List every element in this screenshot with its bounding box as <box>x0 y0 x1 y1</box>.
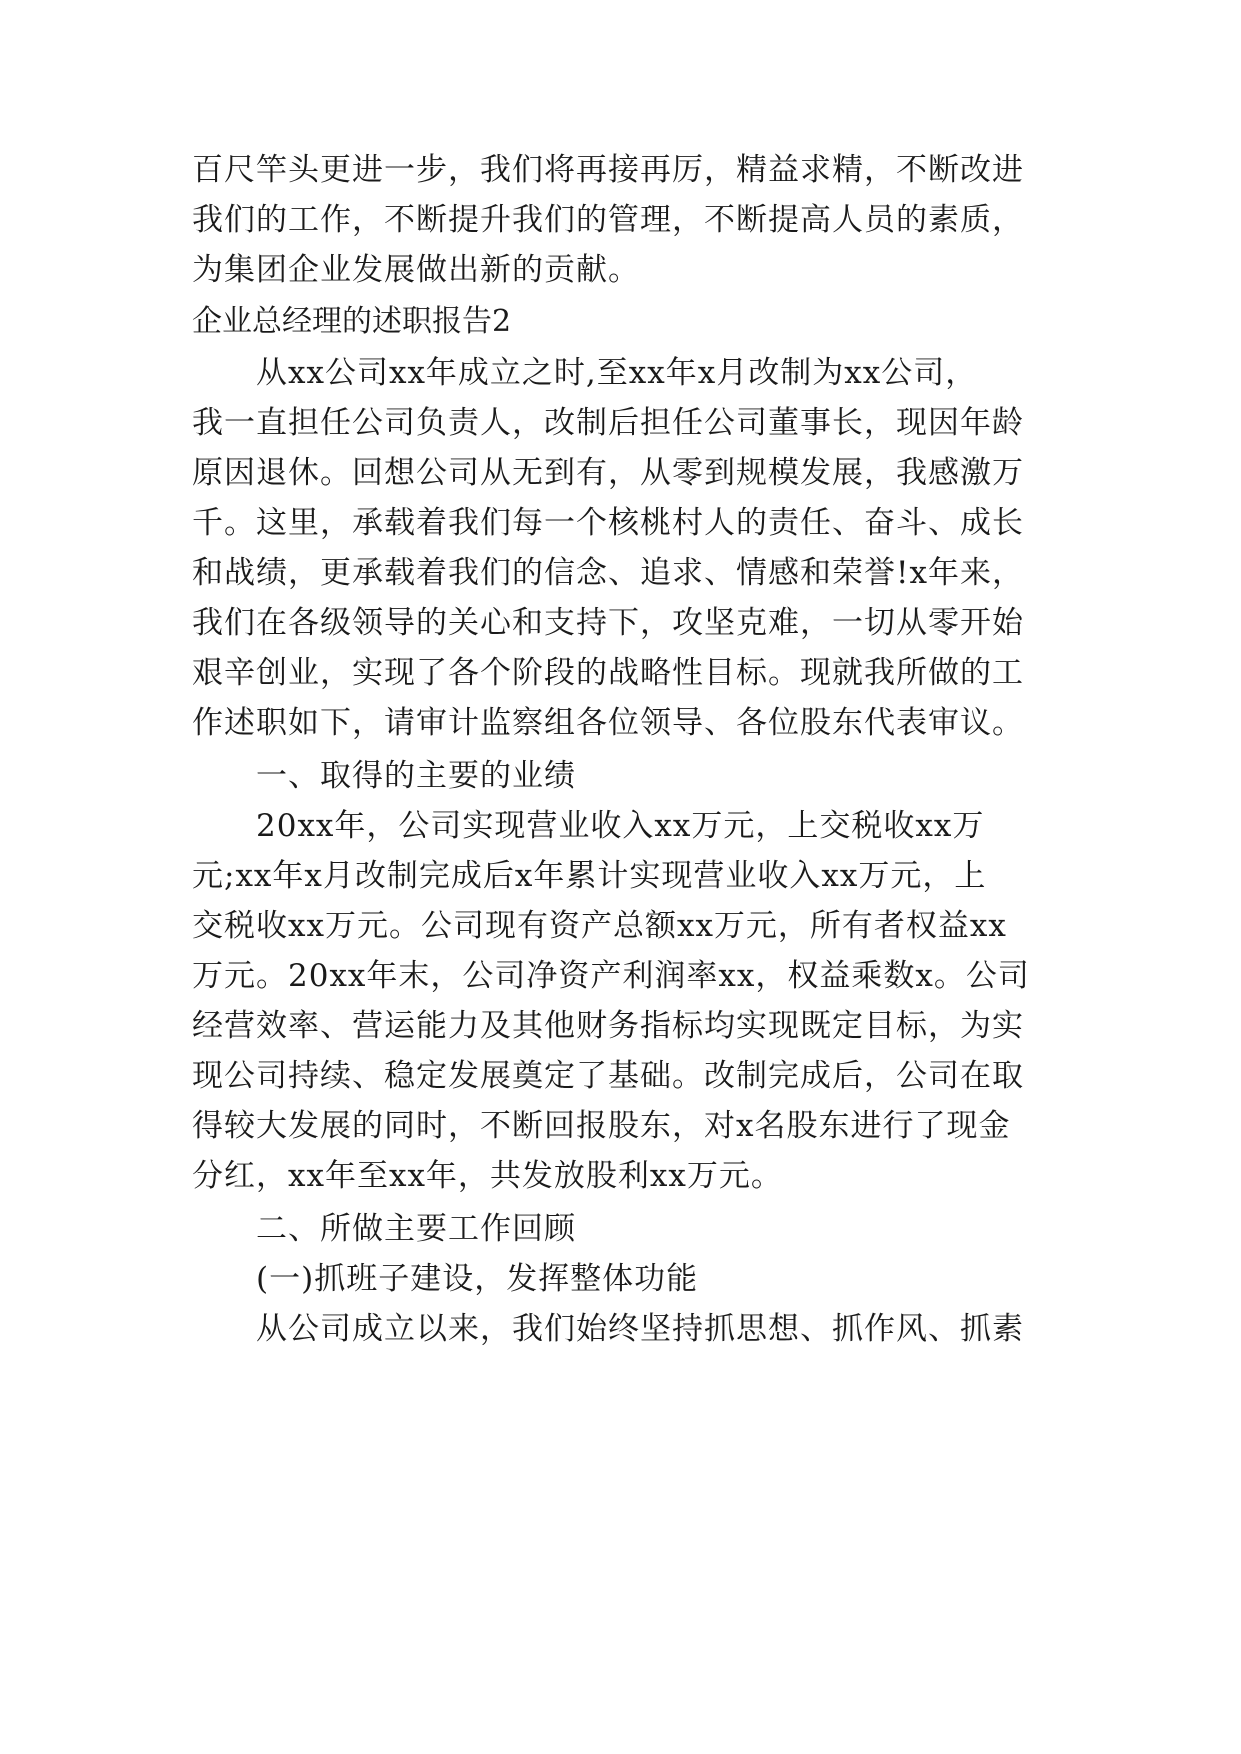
text-line: 我们的工作，不断提升我们的管理，不断提高人员的素质， <box>192 202 1024 238</box>
text-line: 我一直担任公司负责人，改制后担任公司董事长，现因年龄 <box>192 405 1024 441</box>
text-line: 交税收xx万元。公司现有资产总额xx万元，所有者权益xx <box>192 908 1007 944</box>
subheading: (一)抓班子建设，发挥整体功能 <box>192 1261 699 1297</box>
text-line: 分红，xx年至xx年，共发放股利xx万元。 <box>192 1158 783 1194</box>
text-line: 元;xx年x月改制完成后x年累计实现营业收入xx万元，上 <box>192 858 987 894</box>
text-line: 百尺竿头更进一步，我们将再接再厉，精益求精，不断改进 <box>192 152 1024 188</box>
text-line: 经营效率、营运能力及其他财务指标均实现既定目标，为实 <box>192 1008 1024 1044</box>
text-line: 我们在各级领导的关心和支持下，攻坚克难，一切从零开始 <box>192 605 1024 641</box>
text-line: 艰辛创业，实现了各个阶段的战略性目标。现就我所做的工 <box>192 655 1024 691</box>
text-line: 和战绩，更承载着我们的信念、追求、情感和荣誉!x年来， <box>192 555 1024 591</box>
text-line: 千。这里，承载着我们每一个核桃村人的责任、奋斗、成长 <box>192 505 1024 541</box>
section-title: 企业总经理的述职报告2 <box>192 304 512 339</box>
text-line: 万元。20xx年末，公司净资产利润率xx，权益乘数x。公司 <box>192 958 1030 994</box>
text-line: 得较大发展的同时，不断回报股东，对x名股东进行了现金 <box>192 1108 1011 1144</box>
subheading: 一、取得的主要的业绩 <box>192 758 576 794</box>
text-line: 原因退休。回想公司从无到有，从零到规模发展，我感激万 <box>192 455 1024 491</box>
text-line: 从xx公司xx年成立之时,至xx年x月改制为xx公司， <box>192 355 978 391</box>
text-line: 20xx年，公司实现营业收入xx万元，上交税收xx万 <box>192 808 985 844</box>
text-line: 为集团企业发展做出新的贡献。 <box>192 252 640 288</box>
subheading: 二、所做主要工作回顾 <box>192 1211 576 1247</box>
text-line: 从公司成立以来，我们始终坚持抓思想、抓作风、抓素 <box>192 1311 1024 1347</box>
text-line: 作述职如下，请审计监察组各位领导、各位股东代表审议。 <box>192 705 1024 741</box>
text-line: 现公司持续、稳定发展奠定了基础。改制完成后，公司在取 <box>192 1058 1024 1094</box>
